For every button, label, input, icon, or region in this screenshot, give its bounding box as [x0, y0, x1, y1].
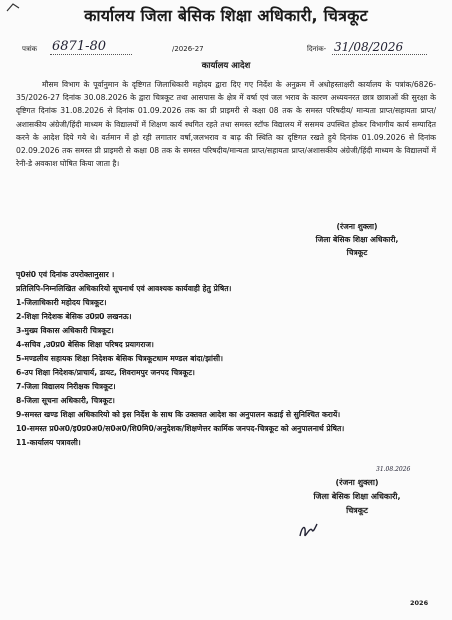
copy-distribution-list	[16, 268, 441, 450]
cc-list-item: 3-मुख्य विकास अधिकारी चित्रकूट।	[16, 326, 114, 335]
signatory-place: चित्रकूट	[346, 248, 368, 257]
signatory-place: चित्रकूट	[346, 506, 368, 515]
cc-list-item: 2-शिक्षा निदेशक बेसिक उ0प्र0 लखनऊ।	[16, 312, 132, 321]
order-heading: कार्यालय आदेश	[201, 61, 251, 71]
handwritten-date: 31.08.2026	[376, 466, 411, 473]
office-title: कार्यालय जिला बेसिक शिक्षा अधिकारी, चित्रकूट	[84, 6, 368, 25]
cc-list-item: 7-जिला विद्यालय निरीक्षक चित्रकूट।	[16, 382, 116, 391]
reference-number: 6871-80	[52, 39, 107, 54]
cc-reference-line: पृ0सं0 एवं दिनांक उपरोक्तानुसार ।	[16, 270, 115, 279]
signature-block-secondary	[272, 476, 442, 518]
cc-list-item: 5-मण्डलीय सहायक शिक्षा निदेशक बेसिक चित्रकूटधाम मण्डल बांदा/झांसी।	[16, 354, 223, 363]
order-body-paragraph: मौसम विभाग के पूर्वानुमान के दृष्टिगत जिलाधिकारी महोदय द्वारा दिए गए निर्देश के अनुक्रम में अधोहस्ताक्षरी कार्यालय के पत्रांक/6826-35/2026-27 दिनांक 30.08.2026 के द्वारा चित्रकूट तथा आसपास के क्षेत्र में वर्षा एवं जल भराव के कारण अध्ययनरत छात्र छात्राओं की सुरक्षा के दृष्टिगत दिनांक 31.08.2026 से दिनांक 01.09.2026 तक का प्री प्राइमरी से कक्षा 08 तक के समस्त परिषदीय/ मान्यता प्राप्त/सहायता प्राप्त/अशासकीय अंग्रेजी/हिंदी माध्यम के विद्यालयों में शिक्षण कार्य स्थगित रहते तथा समस्त स्टॉफ विद्यालय में ससमय उपस्थित होकर विभागीय कार्य सम्पादित करने के आदेश दिये गये थे। वर्तमान में हो रही लगातार वर्षा,जलभराव व बाढ़ की स्थिति का दृष्टिगत रखते हुये दिनांक 01.09.2026 से दिनांक 02.09.2026 तक समस्त प्री प्राइमरी से कक्षा 08 तक के समस्त परिषदीय/मान्यता प्राप्त/सहायता प्राप्त/अशासकीय अंग्रेजी/हिंदी माध्यम के विद्यालयों में रेनी-डे अवकाश घोषित किया जाता है।	[16, 80, 436, 169]
cc-list-item: 9-समस्त खण्ड शिक्षा अधिकारियो को इस निर्देश के साथ कि उक्तवत आदेश का अनुपालन कडाई से सुनिश्चित करायें।	[16, 410, 341, 419]
cc-list-item: 8-जिला सूचना अधिकारी, चित्रकूट।	[16, 396, 115, 405]
reference-label: पत्रांक	[22, 45, 38, 53]
reference-year: /2026-27	[172, 45, 204, 53]
cc-list-item: 4-सचिव ,उ0प्र0 बेसिक शिक्षा परिषद प्रयागराज।	[16, 340, 154, 349]
signatory-name: (रंजना शुक्ला)	[335, 478, 379, 487]
reference-underline	[50, 54, 132, 55]
cc-list-item: 1-जिलाधिकारी महोदय चित्रकूट।	[16, 298, 107, 307]
reference-row	[22, 40, 432, 58]
signatory-designation: जिला बेसिक शिक्षा अधिकारी,	[315, 235, 399, 244]
cc-list-item: 10-समस्त प्र0अ0/इ0प्र0अ0/स0अ0/शि0मि0/अनुदेशक/शिक्षणेत्तर कार्मिक जनपद-चित्रकूट को अनुपालनार्थ प्रेषित।	[16, 424, 345, 433]
signatory-designation: जिला बेसिक शिक्षा अधिकारी,	[313, 492, 401, 501]
date-underline	[332, 54, 427, 55]
page-footer-year: 2026	[410, 599, 429, 607]
signatory-name: (रंजना शुक्ला)	[336, 222, 378, 231]
date-label: दिनांक-	[307, 45, 327, 53]
handwritten-signature-icon	[296, 520, 320, 542]
cc-list-item: 11-कार्यालय पत्रावली।	[16, 438, 81, 447]
cc-heading: प्रतिलिपि-निम्नलिखित अधिकारियो सूचनार्थ एवं आवश्यक कार्यवाही हेतु प्रेषित।	[16, 284, 232, 293]
date-value: 31/08/2026	[334, 40, 404, 54]
cc-list-item: 6-उप शिक्षा निदेशक/प्राचार्य, डायट, शिवरामपुर जनपद चित्रकूट।	[16, 368, 195, 377]
signature-block-primary	[282, 220, 432, 259]
